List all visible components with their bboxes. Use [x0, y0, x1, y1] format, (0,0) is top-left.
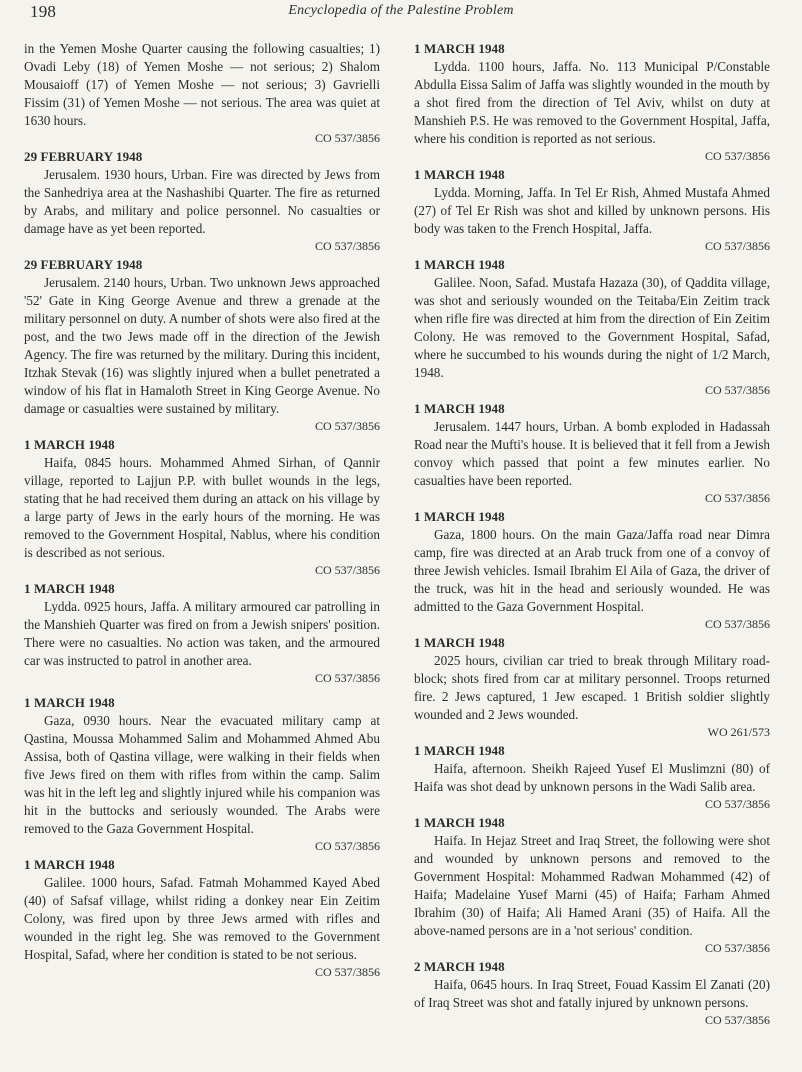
entry-body: Galilee. 1000 hours, Safad. Fatmah Mohammed Kayed Abed (40) of Safsaf village, whilst riding a donkey near Ein Zeitim Colony, was fired upon by three Jews armed with rifles and wounded in the right leg. She was removed to the Government Hospital, Safad, where her condition is stated to be not serious. — [24, 875, 380, 962]
entry-source-ref: CO 537/3856 — [704, 383, 770, 397]
page-number: 198 — [30, 2, 57, 21]
entry — [24, 856, 380, 980]
entry-source-ref: CO 537/3856 — [704, 941, 770, 955]
entry-source-ref: CO 537/3856 — [314, 839, 380, 853]
entry-source-ref: CO 537/3856 — [314, 239, 380, 253]
entry-date: 1 MARCH 1948 — [24, 857, 115, 872]
entry-body: Haifa. In Hejaz Street and Iraq Street, the following were shot and wounded by unknown persons and removed to the Government Hospital: Mohammed Radwan Mohammed (42) of Haifa; Madelaine Yusef Marni (45) of Haifa; Farham Ahmed Ibrahim (30) of Haifa; Ali Hamed Arani (35) of Haifa. All the above-named persons are in a 'not serious' condition. — [414, 833, 770, 938]
entry-source-ref: CO 537/3856 — [704, 491, 770, 505]
entry-body: Haifa, 0845 hours. Mohammed Ahmed Sirhan, of Qannir village, reported to Lajjun P.P. with bullet wounds in the legs, stating that he had received them during an attack on his village by a large party of Jews in the early hours of the morning. He was removed to the Government Hospital, Nablus, where his condition is described as not serious. — [24, 455, 380, 560]
entry-date: 1 MARCH 1948 — [24, 437, 115, 452]
entry-source-ref: CO 537/3856 — [314, 419, 380, 433]
left-column — [24, 40, 380, 982]
entry-date: 1 MARCH 1948 — [414, 635, 505, 650]
entry-continuation — [24, 40, 380, 146]
entry-body: Lydda. Morning, Jaffa. In Tel Er Rish, Ahmed Mustafa Ahmed (27) of Tel Er Rish was shot and killed by unknown persons. His body was taken to the French Hospital, Jaffa. — [414, 185, 770, 236]
entry-body: in the Yemen Moshe Quarter causing the following casualties; 1) Ovadi Leby (18) of Yemen Moshe — not serious; 2) Shalom Mousaioff (17) of Yemen Moshe — not serious; 3) Gavrielli Fissim (31) of Yemen Moshe — not serious. The area was quiet at 1630 hours. — [24, 41, 380, 128]
entry-body: Jerusalem. 2140 hours, Urban. Two unknown Jews approached '52' Gate in King George Avenue and threw a grenade at the military personnel on duty. A number of shots were also fired at the post, and the two Jews made off in the direction of the Jewish Agency. The fire was returned by the military. During this incident, Itzhak Stevak (16) was slightly injured when a bullet penetrated a window of his flat in Hamaloth Street in King George Avenue. No damage or casualties were sustained by military. — [24, 275, 380, 416]
entry — [414, 634, 770, 740]
entry-source-ref: CO 537/3856 — [314, 131, 380, 145]
entry — [414, 814, 770, 956]
entry-date: 2 MARCH 1948 — [414, 959, 505, 974]
entry-body: Jerusalem. 1930 hours, Urban. Fire was directed by Jews from the Sanhedriya area at the Nashashibi Quarter. The fire as returned by Arabs, and military and police personnel. No casualties or damage have as yet been reported. — [24, 167, 380, 236]
entry-body: Gaza, 1800 hours. On the main Gaza/Jaffa road near Dimra camp, fire was directed at an Arab truck from one of a convoy of three Jewish vehicles. Ismail Ibrahim El Aila of Gaza, the driver of the truck, was hit in the head and seriously wounded. He was admitted to the Gaza Government Hospital. — [414, 527, 770, 614]
entry-date: 1 MARCH 1948 — [414, 815, 505, 830]
entry — [414, 40, 770, 164]
entry-body: Lydda. 1100 hours, Jaffa. No. 113 Municipal P/Constable Abdulla Eissa Salim of Jaffa was slightly wounded in the mouth by a shot fired from the direction of Tel Aviv, whilst on duty at Manshieh P.S. He was removed to the Government Hospital, Jaffa, where his condition is reported as not serious. — [414, 59, 770, 146]
entry-date: 1 MARCH 1948 — [414, 167, 505, 182]
entry — [414, 256, 770, 398]
entry — [414, 742, 770, 812]
entry-body: Lydda. 0925 hours, Jaffa. A military armoured car patrolling in the Manshieh Quarter was fired on from a Jewish snipers' position. There were no casualties. No action was taken, and the armoured car was instructed to patrol in another area. — [24, 599, 380, 668]
running-title: Encyclopedia of the Palestine Problem — [288, 3, 514, 18]
entry-date: 1 MARCH 1948 — [414, 743, 505, 758]
entry-date: 1 MARCH 1948 — [414, 257, 505, 272]
entry-body: Gaza, 0930 hours. Near the evacuated military camp at Qastina, Moussa Mohammed Salim and Mohammed Ahmed Abu Assisa, both of Qastina village, were walking in their fields when five Jews fired on them with rifles from within the camp. Salim was hit in the left leg and slightly injured while his companion was hit in the buttocks and seriously wounded. The Arabs were removed to the Gaza Government Hospital. — [24, 713, 380, 836]
entry — [414, 508, 770, 632]
entry — [24, 256, 380, 434]
entry — [24, 148, 380, 254]
entry-source-ref: CO 537/3856 — [704, 149, 770, 163]
entry-date: 1 MARCH 1948 — [414, 41, 505, 56]
entry-source-ref: CO 537/3856 — [314, 965, 380, 979]
entry — [414, 166, 770, 254]
entry-source-ref: CO 537/3856 — [314, 671, 380, 685]
entry-date: 29 FEBRUARY 1948 — [24, 149, 143, 164]
entry-date: 1 MARCH 1948 — [24, 581, 115, 596]
entry — [24, 694, 380, 854]
entry-date: 1 MARCH 1948 — [414, 401, 505, 416]
entry-source-ref: WO 261/573 — [707, 725, 770, 739]
entry-body: Haifa, 0645 hours. In Iraq Street, Fouad Kassim El Zanati (20) of Iraq Street was shot and fatally injured by unknown persons. — [414, 977, 770, 1010]
entry-source-ref: CO 537/3856 — [704, 239, 770, 253]
page-header — [30, 2, 772, 24]
entry — [24, 436, 380, 578]
right-column — [414, 40, 770, 1030]
entry-source-ref: CO 537/3856 — [704, 797, 770, 811]
entry — [414, 400, 770, 506]
entry-date: 1 MARCH 1948 — [24, 695, 115, 710]
entry — [24, 580, 380, 686]
entry-body: 2025 hours, civilian car tried to break through Military road-block; shots fired from car at military personnel. Troops returned fire. 2 Jews captured, 1 Jew escaped. 1 British soldier slightly wounded and 2 Jews wounded. — [414, 653, 770, 722]
entry-date: 29 FEBRUARY 1948 — [24, 257, 143, 272]
entry-body: Haifa, afternoon. Sheikh Rajeed Yusef El Muslimzni (80) of Haifa was shot dead by unknown persons in the Wadi Salib area. — [414, 761, 770, 794]
entry-body: Galilee. Noon, Safad. Mustafa Hazaza (30), of Qaddita village, was shot and seriously wounded on the Teitaba/Ein Zeitim track when rifle fire was directed at him from the direction of Ein Zeitim Colony. He was removed to the Government Hospital, Safad, where he succumbed to his wounds during the night of 1/2 March, 1948. — [414, 275, 770, 380]
entry-source-ref: CO 537/3856 — [704, 1013, 770, 1027]
entry-source-ref: CO 537/3856 — [704, 617, 770, 631]
entry-source-ref: CO 537/3856 — [314, 563, 380, 577]
entry-date: 1 MARCH 1948 — [414, 509, 505, 524]
entry-body: Jerusalem. 1447 hours, Urban. A bomb exploded in Hadassah Road near the Mufti's house. It is believed that it fell from a Jewish convoy which passed that point a few minutes earlier. No casualties have been reported. — [414, 419, 770, 488]
entry — [414, 958, 770, 1028]
